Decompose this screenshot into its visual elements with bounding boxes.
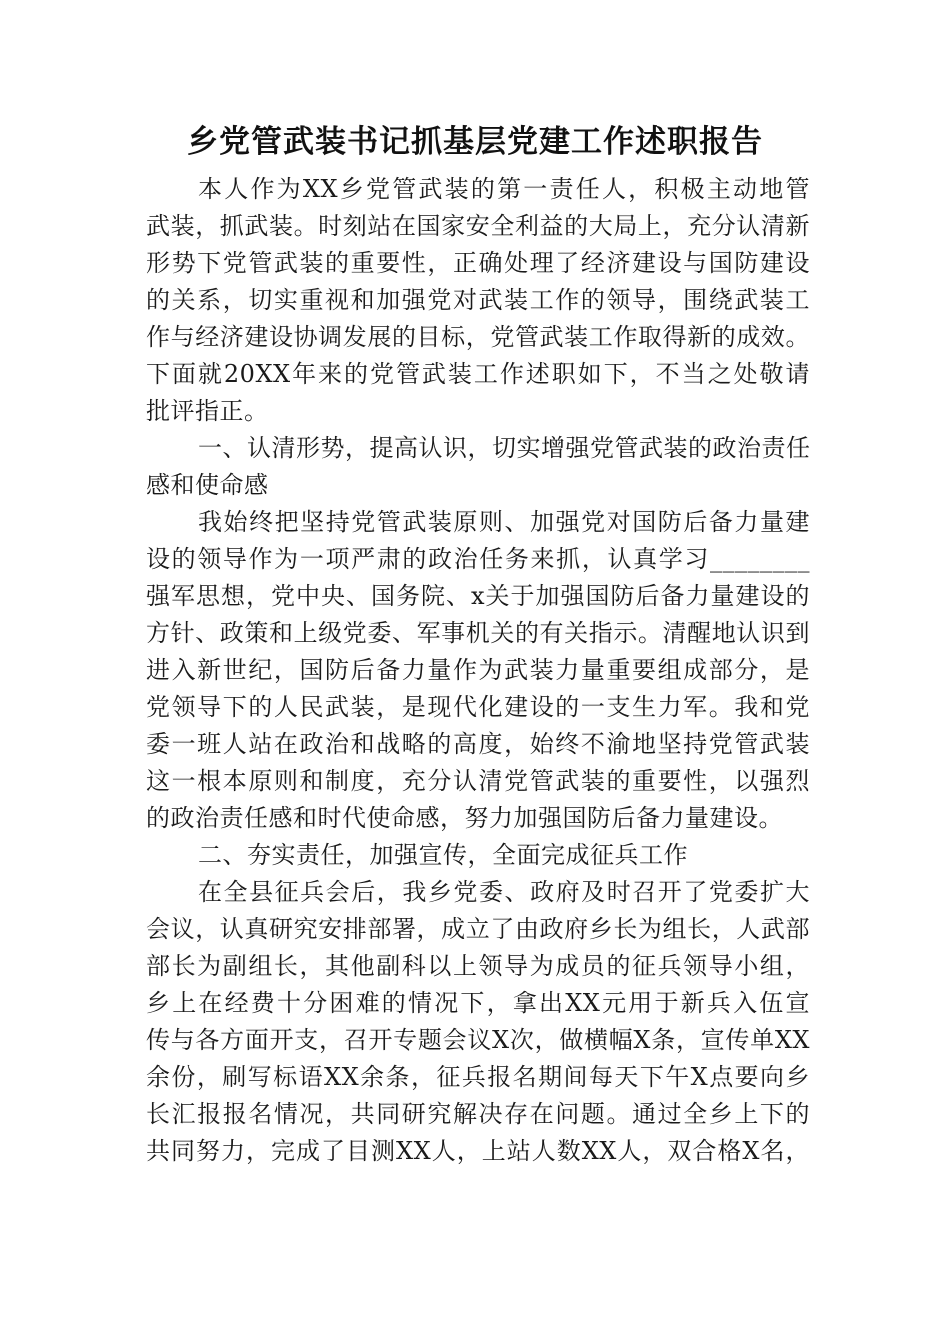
body-line: 形势下党管武装的重要性，正确处理了经济建设与国防建设 xyxy=(146,249,810,277)
body-line: 作与经济建设协调发展的目标，党管武装工作取得新的成效。 xyxy=(146,323,810,351)
body-line: 批评指正。 xyxy=(146,397,269,425)
body-line: 会议，认真研究安排部署，成立了由政府乡长为组长，人武部 xyxy=(146,915,810,943)
body-line: 余份，刷写标语XX余条，征兵报名期间每天下午X点要向乡 xyxy=(146,1063,810,1091)
body-line: 部长为副组长，其他副科以上领导为成员的征兵领导小组， xyxy=(146,952,810,980)
body-line: 乡上在经费十分困难的情况下，拿出XX元用于新兵入伍宣 xyxy=(146,989,810,1017)
body-line: 长汇报报名情况，共同研究解决存在问题。通过全乡上下的 xyxy=(146,1100,810,1128)
body-line: 本人作为XX乡党管武装的第一责任人，积极主动地管 xyxy=(198,175,810,203)
body-line: 一、认清形势，提高认识，切实增强党管武装的政治责任 xyxy=(198,434,811,462)
body-line: 共同努力，完成了目测XX人，上站人数XX人，双合格X名， xyxy=(146,1137,810,1165)
body-line: 感和使命感 xyxy=(146,471,269,499)
document-title: 乡党管武装书记抓基层党建工作述职报告 xyxy=(187,124,763,160)
body-line: 下面就20XX年来的党管武装工作述职如下，不当之处敬请 xyxy=(146,360,810,388)
body-line: 的政治责任感和时代使命感，努力加强国防后备力量建设。 xyxy=(146,804,783,832)
body-line: 强军思想，党中央、国务院、x关于加强国防后备力量建设的 xyxy=(146,582,810,610)
body-line: 设的领导作为一项严肃的政治任务来抓，认真学习________ xyxy=(146,545,810,573)
body-line: 委一班人站在政治和战略的高度，始终不渝地坚持党管武装 xyxy=(146,730,810,758)
document-body xyxy=(146,171,810,1170)
body-line: 方针、政策和上级党委、军事机关的有关指示。清醒地认识到 xyxy=(146,619,810,647)
body-line: 武装，抓武装。时刻站在国家安全利益的大局上，充分认清新 xyxy=(146,212,810,240)
body-line: 的关系，切实重视和加强党对武装工作的领导，围绕武装工 xyxy=(146,286,810,314)
body-line: 党领导下的人民武装，是现代化建设的一支生力军。我和党 xyxy=(146,693,810,721)
body-line: 我始终把坚持党管武装原则、加强党对国防后备力量建 xyxy=(198,508,810,536)
body-line: 传与各方面开支，召开专题会议X次，做横幅X条，宣传单XX xyxy=(146,1026,810,1054)
body-line: 二、夯实责任，加强宣传，全面完成征兵工作 xyxy=(198,841,688,869)
body-line: 这一根本原则和制度，充分认清党管武装的重要性，以强烈 xyxy=(146,767,810,795)
body-line: 进入新世纪，国防后备力量作为武装力量重要组成部分，是 xyxy=(146,656,810,684)
body-line: 在全县征兵会后，我乡党委、政府及时召开了党委扩大 xyxy=(198,878,810,906)
